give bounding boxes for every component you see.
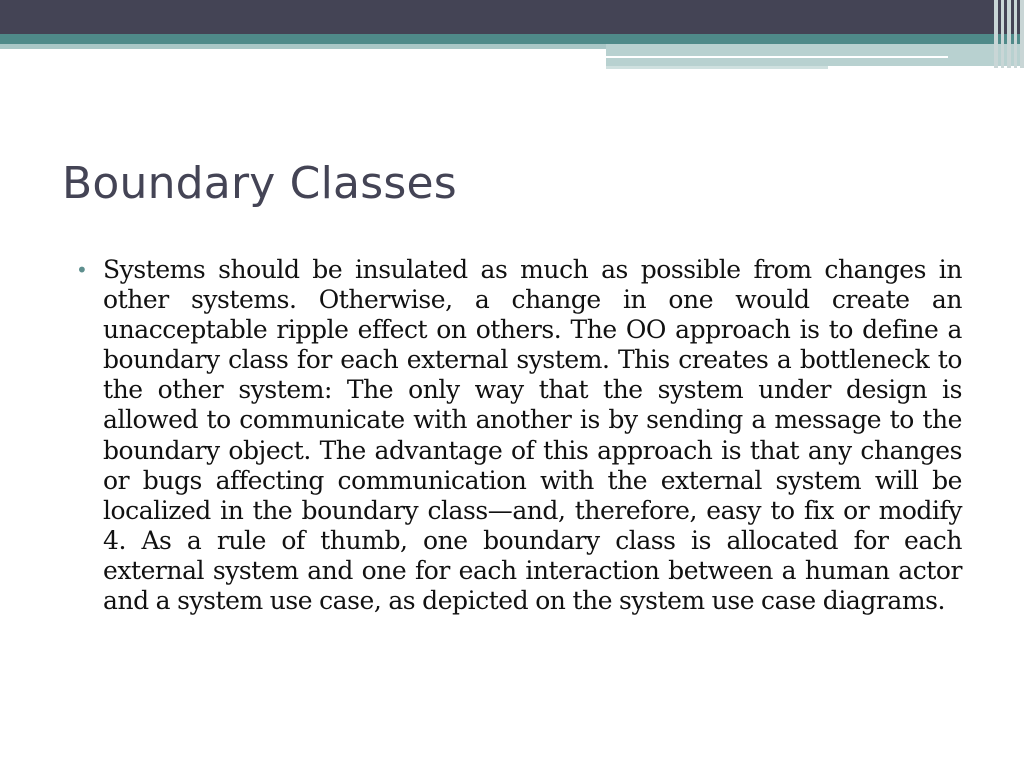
bullet-list — [76, 255, 962, 616]
bullet-item — [76, 255, 962, 616]
header-band-divider — [606, 56, 948, 58]
header-stripes — [994, 0, 1024, 68]
header-band-light-lower — [606, 66, 828, 69]
bullet-marker: • — [76, 258, 88, 282]
header-band-light — [0, 44, 606, 49]
header-band-teal — [0, 34, 1024, 44]
header-band-dark — [0, 0, 1024, 34]
slide-title: Boundary Classes — [62, 158, 457, 209]
bullet-text: Systems should be insulated as much as possible from changes in other systems. Otherwise, a change in one would create an unacceptable ripple effect on others. The OO approach is to define a boundary class for each external system. This creates a bottleneck to the other system: The only way that the system under design is allowed to communicate with another is by sending a message to the boundary object. The advantage of this approach is that any changes or bugs affecting communication with the external system will be localized in the boundary class—and, therefore, easy to fix or modify 4. As a rule of thumb, one boundary class is allocated for each external system and one for each interaction between a human actor and a system use case, as depicted on the system use case diagrams. — [103, 255, 962, 616]
header-band-light-right — [606, 44, 1024, 66]
